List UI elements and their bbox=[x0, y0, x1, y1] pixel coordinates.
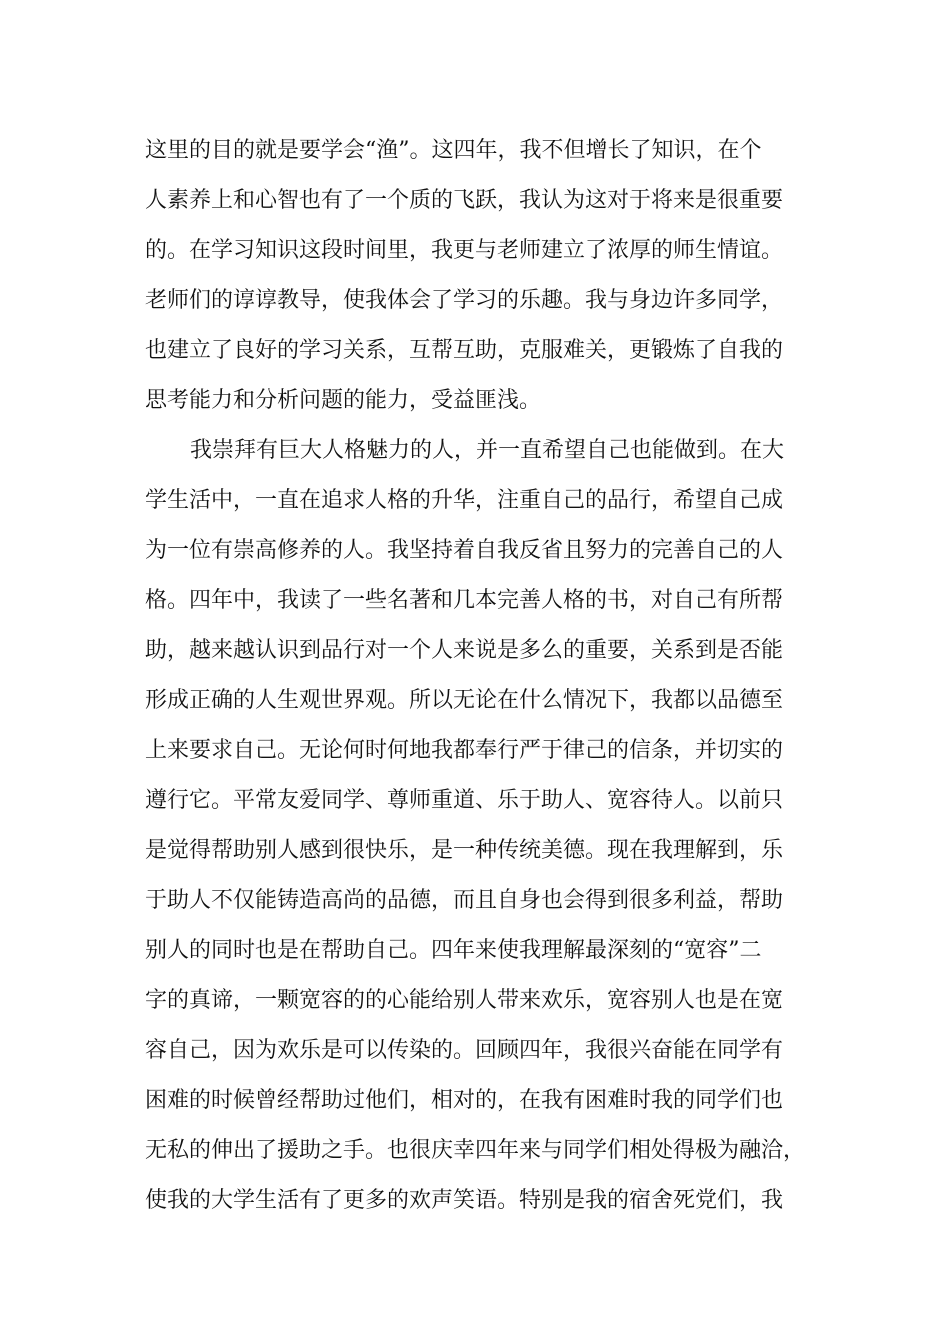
text-line: 无私的伸出了援助之手。也很庆幸四年来与同学们相处得极为融洽， bbox=[145, 1138, 806, 1163]
text-line: 遵行它。平常友爱同学、尊师重道、乐于助人、宽容待人。以前只 bbox=[145, 788, 784, 813]
text-line: 人素养上和心智也有了一个质的飞跃，我认为这对于将来是很重要 bbox=[145, 188, 784, 213]
text-line: 老师们的谆谆教导，使我体会了学习的乐趣。我与身边许多同学， bbox=[145, 288, 784, 313]
paragraph-first-line: 我崇拜有巨大人格魅力的人，并一直希望自己也能做到。在大 bbox=[190, 438, 785, 463]
text-line: 思考能力和分析问题的能力，受益匪浅。 bbox=[145, 388, 542, 413]
text-line: 困难的时候曾经帮助过他们，相对的，在我有困难时我的同学们也 bbox=[145, 1088, 784, 1113]
text-line: 别人的同时也是在帮助自己。四年来使我理解最深刻的“宽容”二 bbox=[145, 938, 762, 963]
text-line: 的。在学习知识这段时间里，我更与老师建立了浓厚的师生情谊。 bbox=[145, 238, 784, 263]
text-line: 格。四年中，我读了一些名著和几本完善人格的书，对自己有所帮 bbox=[145, 588, 784, 613]
text-line: 也建立了良好的学习关系，互帮互助，克服难关，更锻炼了自我的 bbox=[145, 338, 784, 363]
text-line: 形成正确的人生观世界观。所以无论在什么情况下，我都以品德至 bbox=[145, 688, 784, 713]
text-line: 字的真谛，一颗宽容的的心能给别人带来欢乐，宽容别人也是在宽 bbox=[145, 988, 784, 1013]
text-line: 于助人不仅能铸造高尚的品德，而且自身也会得到很多利益，帮助 bbox=[145, 888, 784, 913]
text-line: 容自己，因为欢乐是可以传染的。回顾四年，我很兴奋能在同学有 bbox=[145, 1038, 784, 1063]
text-line: 上来要求自己。无论何时何地我都奉行严于律己的信条，并切实的 bbox=[145, 738, 784, 763]
text-line: 助，越来越认识到品行对一个人来说是多么的重要，关系到是否能 bbox=[145, 638, 784, 663]
text-line: 为一位有崇高修养的人。我坚持着自我反省且努力的完善自己的人 bbox=[145, 538, 784, 563]
text-line: 这里的目的就是要学会“渔”。这四年，我不但增长了知识，在个 bbox=[145, 138, 762, 163]
text-line: 使我的大学生活有了更多的欢声笑语。特别是我的宿舍死党们，我 bbox=[145, 1188, 784, 1213]
text-line: 学生活中，一直在追求人格的升华，注重自己的品行，希望自己成 bbox=[145, 488, 784, 513]
text-line: 是觉得帮助别人感到很快乐，是一种传统美德。现在我理解到，乐 bbox=[145, 838, 784, 863]
